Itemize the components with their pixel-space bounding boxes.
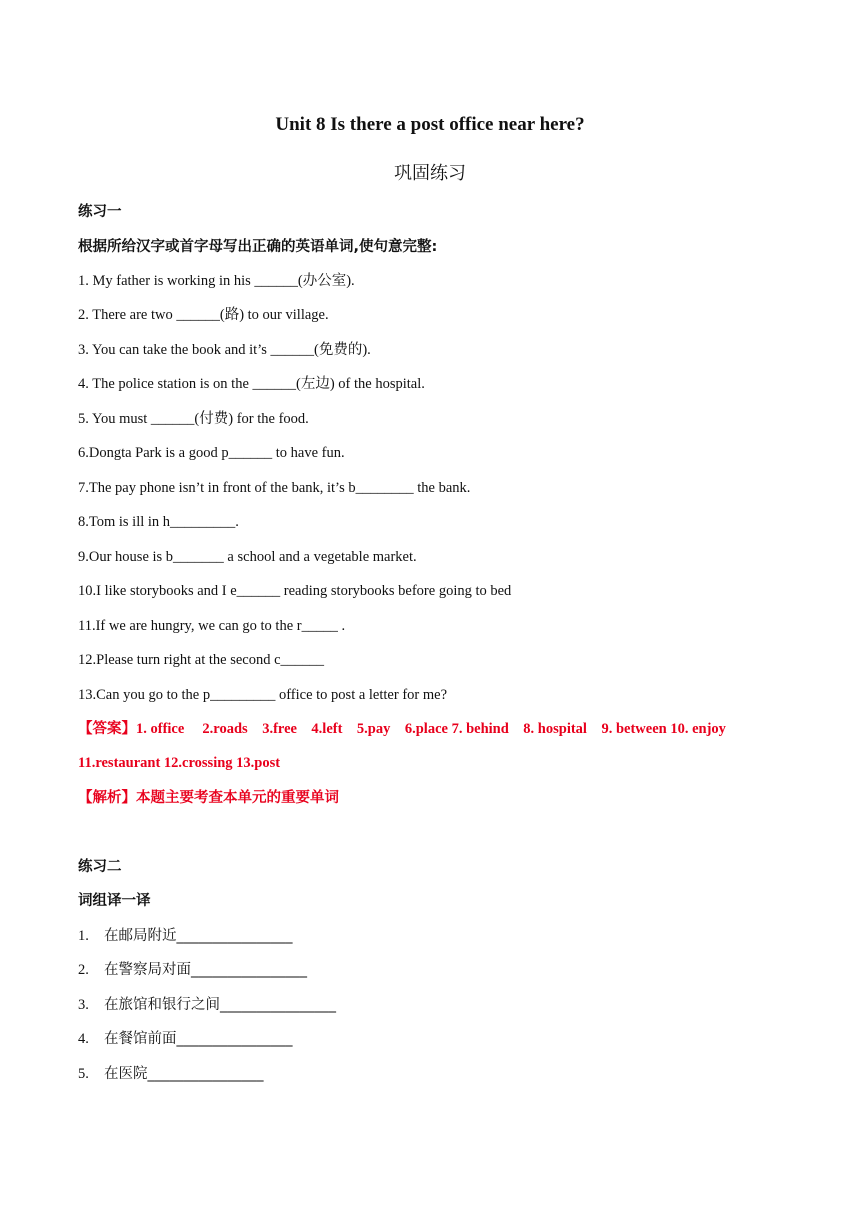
exercise-1-item: 13.Can you go to the p_________ office to post a letter for me? — [78, 687, 447, 703]
exercise-1-item: 3. You can take the book and it’s ______(免费的). — [78, 342, 371, 358]
item-number: 2. — [78, 962, 89, 978]
item-text: 在警察局对面________________ — [104, 962, 307, 978]
item-number: 5. — [78, 1066, 89, 1082]
exercise-1-instruction: 根据所给汉字或首字母写出正确的英语单词,使句意完整: — [78, 239, 438, 255]
exercise-1-item: 1. My father is working in his ______(办公室). — [78, 273, 355, 289]
exercise-1-item: 11.If we are hungry, we can go to the r_____ . — [78, 618, 346, 634]
exercise-2-heading: 练习二 — [78, 859, 122, 875]
exercise-1-item: 6.Dongta Park is a good p______ to have fun. — [78, 445, 345, 461]
exercise-1-item: 12.Please turn right at the second c______ — [78, 652, 325, 668]
answer-line-continued: 11.restaurant 12.crossing 13.post — [78, 755, 281, 771]
exercise-2-item — [78, 1064, 264, 1084]
exercise-1-item: 5. You must ______(付费) for the food. — [78, 411, 309, 427]
item-number: 3. — [78, 997, 89, 1013]
item-text: 在旅馆和银行之间________________ — [104, 997, 336, 1013]
page-subtitle: 巩固练习 — [394, 163, 466, 184]
exercise-2-item — [78, 926, 293, 946]
exercise-1-item: 2. There are two ______(路) to our village. — [78, 307, 329, 323]
item-text: 在餐馆前面________________ — [104, 1031, 293, 1047]
item-number: 1. — [78, 928, 89, 944]
item-text: 在邮局附近________________ — [104, 928, 293, 944]
item-number: 4. — [78, 1031, 89, 1047]
answer-line: 【答案】1. office 2.roads 3.free 4.left 5.pay 6.place 7. behind 8. hospital 9. between 10. enjoy — [78, 721, 726, 737]
exercise-2-instruction: 词组译一译 — [78, 893, 151, 909]
exercise-1-item: 4. The police station is on the ______(左边) of the hospital. — [78, 376, 425, 392]
exercise-2-item — [78, 1029, 293, 1049]
page-title: Unit 8 Is there a post office near here? — [275, 114, 585, 135]
exercise-2-item — [78, 960, 307, 980]
item-text: 在医院________________ — [104, 1066, 264, 1082]
exercise-1-item: 9.Our house is b_______ a school and a vegetable market. — [78, 549, 417, 565]
exercise-2-item — [78, 995, 336, 1015]
exercise-1-item: 8.Tom is ill in h_________. — [78, 514, 239, 530]
exercise-1-item: 7.The pay phone isn’t in front of the bank, it’s b________ the bank. — [78, 480, 471, 496]
exercise-1-heading: 练习一 — [78, 204, 122, 220]
analysis-line: 【解析】本题主要考查本单元的重要单词 — [78, 790, 339, 806]
exercise-1-item: 10.I like storybooks and I e______ reading storybooks before going to bed — [78, 583, 512, 599]
